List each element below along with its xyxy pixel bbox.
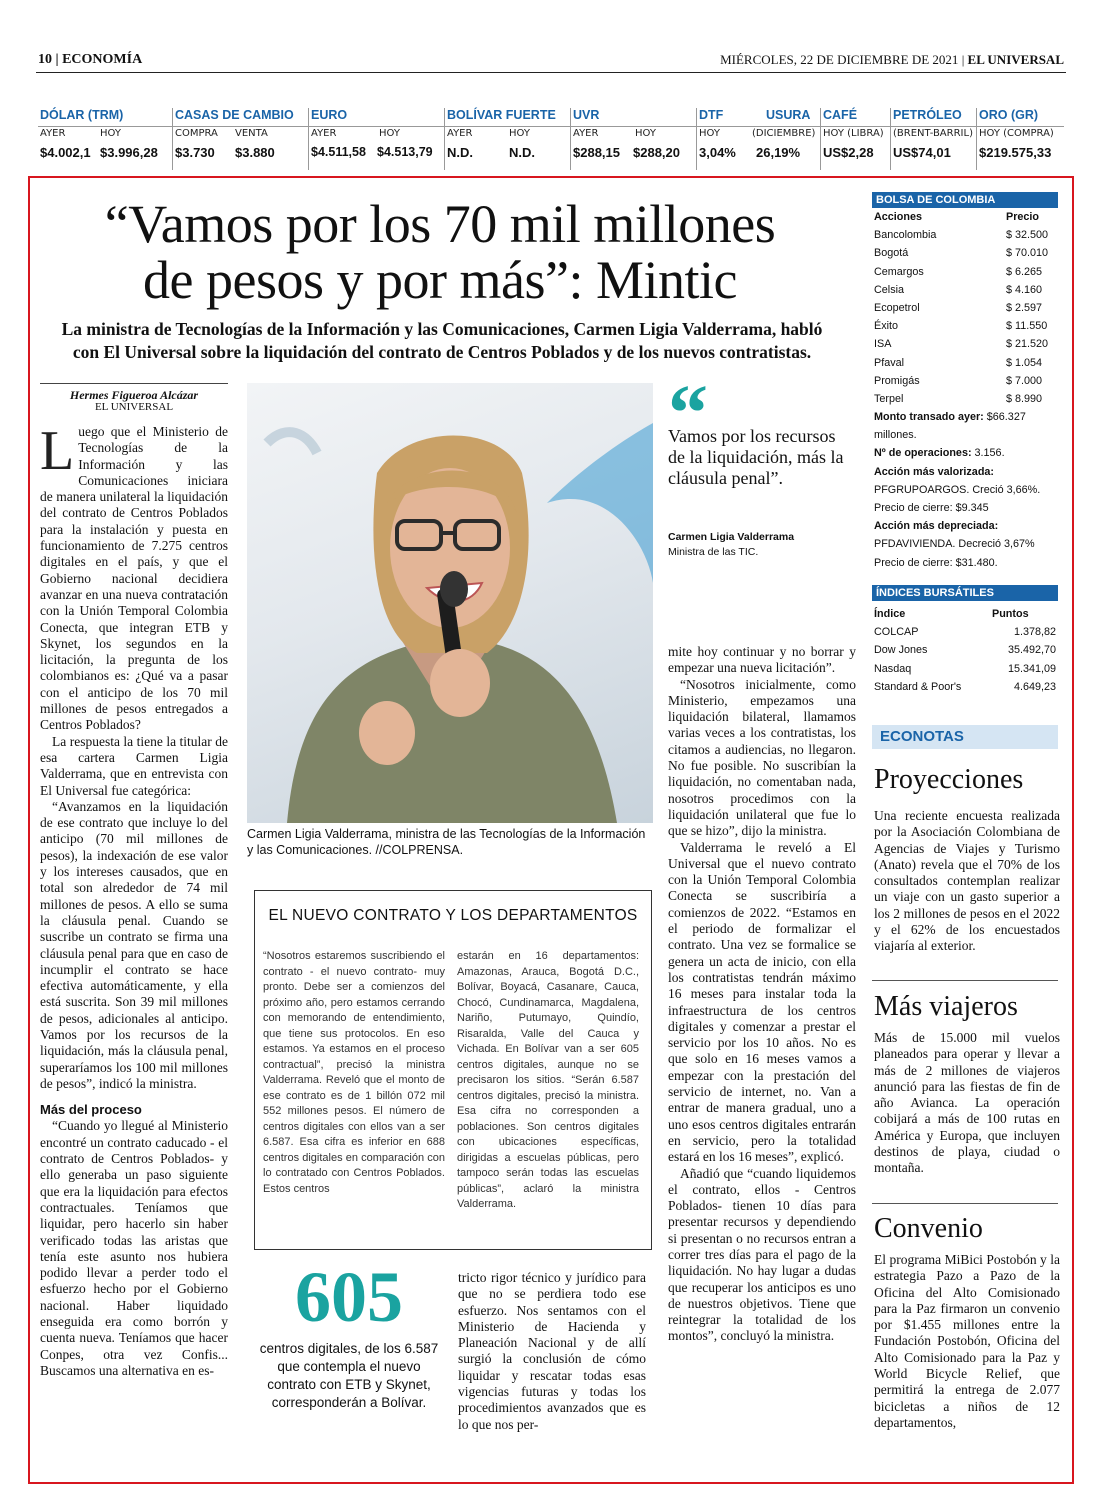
note-title: Convenio <box>874 1213 983 1244</box>
stock-price: $ 8.990 <box>1006 392 1043 405</box>
note-body: El programa MiBici Postobón y la estrategia Pazo a Pazo de la Oficina del Alto Comisionado para la Paz firmaron un convenio por $1.455 millones entre la Fundación Postobón, Oficina del Alto Comisionado para la Paz y World Bicycle Relief, que permitirá la entrega de 2.077 bicicletas a niños de 12 departamentos, <box>874 1252 1060 1430</box>
section-name: ECONOMÍA <box>62 52 143 67</box>
box-column-2: estarán en 16 departamentos: Amazonas, Arauca, Bogotá D.C., Bolívar, Boyacá, Casanare, Cauca, Chocó, Cundinamarca, Magdalena, Nariño, Putumayo, Quindío, Risaralda, Valle del Cauca y Vichada. En Bolívar van a ser 605 centros digitales, aunque no se precisaron los sitios. “Serán 6.587 centros digitales, precisó la ministra. Esa cifra no corresponden a poblaciones. Son centros digitales con ubicaciones específicas, dirigidas a escuelas públicas, pero tampoco serán todas las escuelas públicas”, aclaró la ministra Valderrama. <box>457 950 639 1210</box>
ticker-name: UVR <box>573 108 600 122</box>
index-points: 15.341,09 <box>1007 662 1056 675</box>
stat-label: Acción más depreciada: <box>874 520 999 533</box>
stock-name: Bancolombia <box>874 229 937 242</box>
paragraph: “Nosotros inicialmente, como Ministerio, empezamos una liquidación bilateral, llamamos varias veces a los contratistas, los citamos a audiencias, no llegaron. No fue posible. No suscribían la liquidación, no comentaban nada, nosotros procedimos con la liquidación unilateral que fue lo que se hizo”, dijo la ministra. <box>668 676 856 839</box>
photo-illustration <box>247 383 653 823</box>
stock-name: Pfaval <box>874 356 905 369</box>
ticker-value: US$2,28 <box>823 145 874 160</box>
sidebar-box <box>254 890 652 1250</box>
stat-label: Monto transado ayer: <box>874 411 984 424</box>
stock-name: ISA <box>874 338 892 351</box>
column-header: Puntos <box>992 608 1029 620</box>
note-divider <box>872 980 1058 981</box>
dropcap: L <box>40 420 75 482</box>
stat-value: PFDAVIVIENDA. Decreció 3,67% <box>874 538 1035 551</box>
photo-caption: Carmen Ligia Valderrama, ministra de las Tecnologías de la Información y las Comunicaciones. //COLPRENSA. <box>247 827 646 857</box>
column-header: Acciones <box>874 211 923 223</box>
stock-price: $ 7.000 <box>1006 374 1043 387</box>
index-name: Standard & Poor's <box>874 680 962 693</box>
ticker-value: US$74,01 <box>893 145 951 160</box>
stat-label: Acción más valorizada: <box>874 465 995 478</box>
stock-name: Promigás <box>874 374 920 387</box>
stock-name: Celsia <box>874 283 905 296</box>
ticker-value: N.D. <box>509 145 535 160</box>
ticker-uvr <box>570 108 696 170</box>
page-section-label: 10 | ECONOMÍA <box>38 52 143 67</box>
ticker-value: $3.880 <box>235 145 275 160</box>
ticker-label: HOY (COMPRA) <box>979 128 1054 139</box>
issue-date: MIÉRCOLES, 22 DE DICIEMBRE DE 2021 <box>720 52 959 67</box>
stock-price: $ 4.160 <box>1006 283 1043 296</box>
page-number: 10 <box>38 52 52 67</box>
note-title: Proyecciones <box>874 764 1024 795</box>
ticker-euro <box>308 108 444 170</box>
ticker-usura <box>750 108 820 170</box>
index-name: Dow Jones <box>874 644 928 657</box>
paragraph: “Avanzamos en la liquidación de ese contrato que incluye lo del anticipo (70 mil millones de pesos), la indexación de ese valor y los intereses causados, que en total son alrededor de 74 mil millones de pesos. A ello se suma la cláusula penal. Cuando se suscribe un contrato se firma una cláusula penal para que en caso de incumplir el contrato se hace efectiva automáticamente, y ella está suscrita. Son 39 mil millones de pesos, adicionales al anticipo. Vamos por los recursos de la liquidación, más la cláusula penal, superaríamos los 100 mil millones de pesos”, indicó la ministra. <box>40 798 228 1091</box>
ticker-cafe <box>820 108 890 170</box>
stat-value: Precio de cierre: $31.480. <box>874 556 998 569</box>
paragraph: Añadió que “cuando liquidemos el contrato, ellos - Centros Poblados- tienen 10 días para presentar recursos y dependiendo si presentan o no recursos entran a correr tres días para el pago de la liquidación. No hay lugar a dudas que recuperar los anticipos es uno de nuestros objetivos. Tiene que reintegrar la totalidad de los montos”, concluyó la ministra. <box>668 1165 856 1344</box>
header-rule <box>36 72 1066 73</box>
index-points: 1.378,82 <box>1013 626 1056 639</box>
ticker-dolar <box>38 108 172 170</box>
ticker-name: BOLÍVAR FUERTE <box>447 108 556 122</box>
article-column-2: tricto rigor técnico y jurídico para que no se perdiera todo ese esfuerzo. Nos sentamos con el Ministerio de Hacienda y Planeación Nacional y de allí surgió la conclusión de cómo liquidar y rescatar todas esas vigencias futuras y todas los procedimientos avanzados que es lo que nos per- <box>458 1270 646 1432</box>
article-column-3 <box>668 644 856 1345</box>
ticker-label: HOY <box>100 128 121 139</box>
paragraph: mite hoy continuar y no borrar y empezar una nueva licitación”. <box>668 644 856 676</box>
ticker-value: N.D. <box>447 145 473 160</box>
ticker-dtf <box>696 108 750 170</box>
monto-transado <box>872 408 1058 444</box>
stat-value: PFGRUPOARGOS. Creció 3,66%. <box>874 483 1041 496</box>
ticker-label: HOY <box>635 128 656 139</box>
ticker-value: $3.730 <box>175 145 215 160</box>
note-title: Más viajeros <box>874 991 1018 1022</box>
headline-line: de pesos y por más”: Mintic <box>143 250 737 310</box>
stock-price: $ 1.054 <box>1006 356 1043 369</box>
ticker-value: $288,20 <box>633 145 680 160</box>
ticker-label: HOY <box>509 128 530 139</box>
box-column-1: “Nosotros estaremos suscribiendo el contrato - el nuevo contrato- muy pronto. Debe ser a comienzos del próximo año, pero estamos cerrando con memorando de entendimiento, que tiene sus protocolos. En eso estamos. Ya estamos en el proceso contractual”, precisó la ministra Valderrama. Reveló que el monto de ese contrato es de 1 billón 072 mil 552 millones pesos. El número de centros digitales con ellos van a ser 6.587. Esa cifra es inferior en 688 centros digitales en comparación con lo contratado con Centros Poblados. Estos centros <box>263 950 445 1195</box>
ticker-value: 26,19% <box>756 145 801 160</box>
ticker-label: COMPRA <box>175 128 218 139</box>
quote-mark-icon: “ <box>668 370 708 458</box>
market-ticker <box>38 108 1064 170</box>
headline <box>44 196 836 308</box>
ticker-value: $4.511,58 <box>311 145 366 159</box>
ticker-name: CAFÉ <box>823 108 858 122</box>
ticker-oro <box>976 108 1064 170</box>
ticker-petroleo <box>890 108 976 170</box>
ticker-label: HOY <box>379 128 400 139</box>
note-divider <box>872 1203 1058 1204</box>
stat-label: Nº de operaciones: <box>874 447 972 460</box>
ticker-label: AYER <box>447 128 473 139</box>
stat-value: Precio de cierre: $9.345 <box>874 502 989 515</box>
stock-name: Ecopetrol <box>874 301 920 314</box>
stock-price: $ 32.500 <box>1006 229 1049 242</box>
bolsa-title: BOLSA DE COLOMBIA <box>872 192 1058 208</box>
index-name: COLCAP <box>874 626 919 639</box>
ticker-label: HOY <box>699 128 720 139</box>
ticker-name: DÓLAR (TRM) <box>40 108 124 122</box>
ticker-name: EURO <box>311 108 348 122</box>
ticker-value: 3,04% <box>699 145 736 160</box>
byline-author: Hermes Figueroa Alcázar <box>69 388 199 402</box>
ticker-name: ORO (GR) <box>979 108 1039 122</box>
pull-quote-author: Carmen Ligia Valderrama <box>668 531 795 543</box>
index-name: Nasdaq <box>874 662 912 675</box>
ticker-label: (DICIEMBRE) <box>752 128 816 139</box>
index-points: 35.492,70 <box>1007 644 1056 657</box>
paragraph: La respuesta la tiene la titular de esa cartera Carmen Ligia Valderrama, que en entrevista con El Universal fue categórica: <box>40 733 228 798</box>
ticker-name: PETRÓLEO <box>893 108 962 122</box>
headline-line: “Vamos por los 70 mil millones <box>104 194 776 254</box>
byline-rule <box>40 383 228 384</box>
paragraph: “Cuando yo llegué al Ministerio encontré un contrato caducado - el contrato de Centros Poblados- y ello generaba un paso siguiente que era la liquidación para efectos contractuales. Teníamos que liquidar, pero hacerlo sin haber verificado todas las aristas que tenía este asunto nos hubiera podido llevar a perder todo el esfuerzo hecho por el Gobierno nacional. Haber liquidado enseguida era como borrón y cuenta nueva. Teníamos que hacer Conpes, otra vez Confis... Buscamos una alternativa en es- <box>40 1118 228 1378</box>
minister-photo <box>247 383 653 823</box>
ticker-value: $219.575,33 <box>979 145 1052 160</box>
num-operaciones <box>872 444 1058 462</box>
paragraph: Valderrama le reveló a El Universal que el nuevo contrato con la Unión Temporal Colombia Conecta se suscribiría a comienzos de 2022. “Estamos en el periodo de formalizar el contrato. Una vez se formalice se genera un acta de inicio, con ella los contratistas tendrán máximo 16 meses para instalar toda la infraestructura de los centros digitales y comenzar a prestar el servicio por los 10 años. No es que solo en 16 meses vamos a empezar con la prestación del servicio de internet, no. Van a entrar de manera gradual, uno a uno esos centros digitales entrarán en servicio, pero la totalidad estará en los 16 meses”, explicó. <box>668 839 856 1165</box>
ticker-label: VENTA <box>235 128 268 139</box>
stock-name: Cemargos <box>874 265 924 278</box>
stock-name: Terpel <box>874 392 904 405</box>
page-dateline: MIÉRCOLES, 22 DE DICIEMBRE DE 2021 | EL UNIVERSAL <box>720 52 1064 67</box>
indices-title: ÍNDICES BURSÁTILES <box>872 585 1058 601</box>
stat-value: 3.156. <box>974 447 1005 460</box>
stock-name: Éxito <box>874 320 899 333</box>
ticker-value: $4.002,1 <box>40 145 91 160</box>
note-body: Una reciente encuesta realizada por la Asociación Colombiana de Agencias de Viajes y Turismo (Anato) revela que el 70% de los consultados contemplan realizar un viaje con un gasto superior a los 2 millones de pesos en el 2022 y el 62% de los encuestados viajaría al exterior. <box>874 808 1060 954</box>
ticker-name: DTF <box>699 108 724 122</box>
newspaper-name: EL UNIVERSAL <box>967 52 1064 67</box>
ticker-label: HOY (LIBRA) <box>823 128 884 139</box>
ticker-value: $3.996,28 <box>100 145 158 160</box>
ticker-label: AYER <box>573 128 599 139</box>
stat-value: $66.327 millones. <box>874 411 1026 442</box>
stock-price: $ 70.010 <box>1006 247 1049 260</box>
ticker-name: USURA <box>766 108 811 122</box>
ticker-casas-de-cambio <box>172 108 308 170</box>
deck <box>52 318 832 364</box>
box-title: EL NUEVO CONTRATO Y LOS DEPARTAMENTOS <box>268 907 638 924</box>
ticker-value: $288,15 <box>573 145 620 160</box>
big-number: 605 <box>295 1257 403 1337</box>
econotas-header: ECONOTAS <box>872 725 1058 749</box>
pull-quote: Vamos por los recursos de la liquidación, más la cláusula penal”. <box>668 426 844 488</box>
indices-table <box>872 585 1058 696</box>
column-header: Precio <box>1006 211 1040 223</box>
ticker-bolivar <box>444 108 570 170</box>
ticker-name: CASAS DE CAMBIO <box>175 108 294 122</box>
ticker-label: AYER <box>40 128 66 139</box>
bolsa-table <box>872 192 1058 572</box>
article-column-1 <box>40 420 228 1379</box>
column-header: Índice <box>874 608 906 620</box>
stock-price: $ 6.265 <box>1006 265 1043 278</box>
stock-name: Bogotá <box>874 247 909 260</box>
ticker-label: AYER <box>311 128 337 139</box>
paragraph: uego que el Ministerio de Tecnologías de la Información y las Comunicaciones iniciara de manera unilateral la liquidación del contrato de Centros Poblados para la instalación y puesta en funcionamiento de 7.275 centros digitales en el país, y que el Gobierno nacional decidiera avanzar en una nueva contratación con la Unión Temporal Colombia Conecta, que integran ETB y Skynet, los segundos en la licitación, la pregunta de los colombianos es: ¿Qué va a pasar con el anticipo de los 70 mil millones de pesos entregados a Centros Poblados? <box>40 424 228 733</box>
stock-price: $ 21.520 <box>1006 338 1049 351</box>
note-body: Más de 15.000 mil vuelos planeados para operar y llevar a más de 2 millones de viajeros anunció para las fiestas de fin de año Avianca. La operación cobijará a más de 100 rutas en América y Europa, que incluyen destinos de playa, ciudad o montaña. <box>874 1030 1060 1176</box>
index-points: 4.649,23 <box>1013 680 1056 693</box>
deck-line: La ministra de Tecnologías de la Información y las Comunicaciones, Carmen Ligia Valderrama, habló <box>61 319 823 339</box>
byline-organization: EL UNIVERSAL <box>94 401 174 413</box>
big-number-text: centros digitales, de los 6.587 que contempla el nuevo contrato con ETB y Skynet, corresponderán a Bolívar. <box>259 1341 439 1410</box>
pull-quote-role: Ministra de las TIC. <box>668 546 759 558</box>
ticker-label: (BRENT-BARRIL) <box>893 128 973 139</box>
ticker-value: $4.513,79 <box>377 145 433 159</box>
subhead: Más del proceso <box>40 1102 142 1118</box>
stock-price: $ 11.550 <box>1006 320 1048 333</box>
deck-line: con El Universal sobre la liquidación del contrato de Centros Poblados y de los nuevos contratistas. <box>72 342 812 362</box>
stock-price: $ 2.597 <box>1006 301 1043 314</box>
